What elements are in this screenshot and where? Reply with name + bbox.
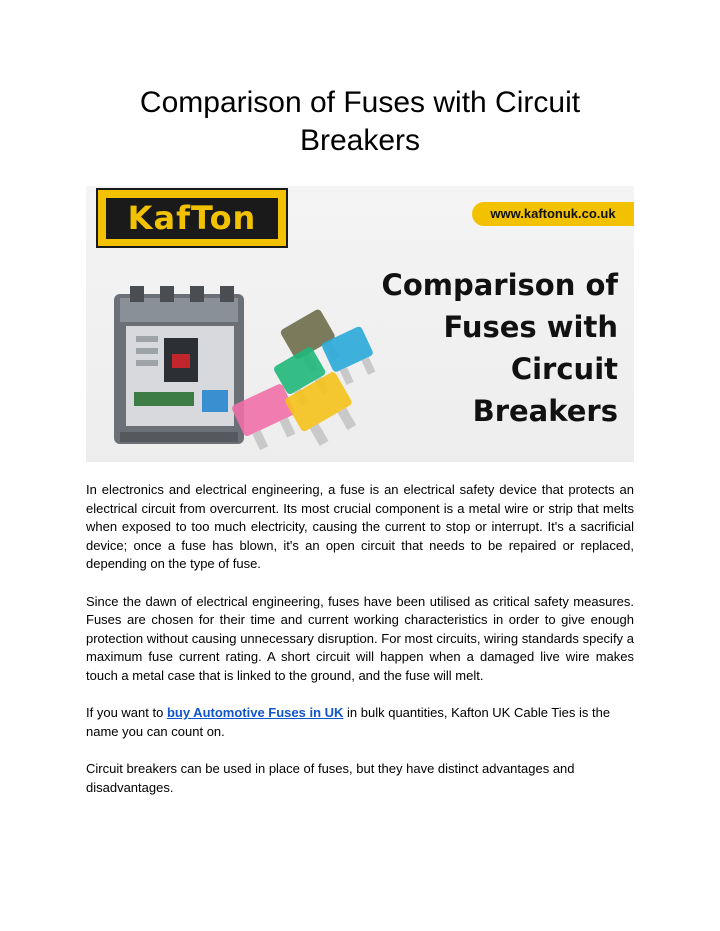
kafton-logo [96, 188, 288, 248]
page-title: Comparison of Fuses with Circuit Breakers [139, 86, 581, 157]
link-paragraph-before: If you want to [86, 705, 167, 721]
paragraph: In electronics and electrical engineering, a fuse is an electrical safety device that protects an electrical circuit from overcurrent. Its most crucial component is a metal wire or strip that melts when exposed to too much electricity, causing the current to stop or interrupt. It's a sacrificial device; once a fuse has blown, it's an open circuit that needs to be repaired or replaced, depending on the type of fuse. [86, 482, 634, 572]
banner-headline [286, 264, 618, 432]
link-paragraph [86, 704, 634, 741]
banner-headline-line: Comparison of [381, 268, 618, 302]
paragraph: Since the dawn of electrical engineering, fuses have been utilised as critical safety measures. Fuses are chosen for their time and current working characteristics in order to give enough protection without causing unnecessary disruption. For most circuits, wiring standards specify a maximum fuse current rating. A short circuit will happen when a damaged live wire makes touch a metal case that is linked to the ground, and the fuse will melt. [86, 593, 634, 683]
buy-automotive-fuses-link[interactable]: buy Automotive Fuses in UK [166, 705, 344, 721]
banner-headline-line: Breakers [472, 394, 618, 428]
banner-image [86, 186, 634, 462]
paragraph: Circuit breakers can be used in place of fuses, but they have distinct advantages and disadvantages. [86, 760, 575, 795]
banner-headline-line: Circuit [510, 352, 618, 386]
article-body [86, 481, 634, 816]
banner-headline-line: Fuses with [443, 310, 618, 344]
link-paragraph-after: in bulk quantities, Kafton UK Cable Ties is the name you can count on. [86, 705, 611, 739]
logo-wordmark: KafTon [106, 198, 278, 239]
website-url-badge: www.kaftonuk.co.uk [472, 202, 634, 226]
